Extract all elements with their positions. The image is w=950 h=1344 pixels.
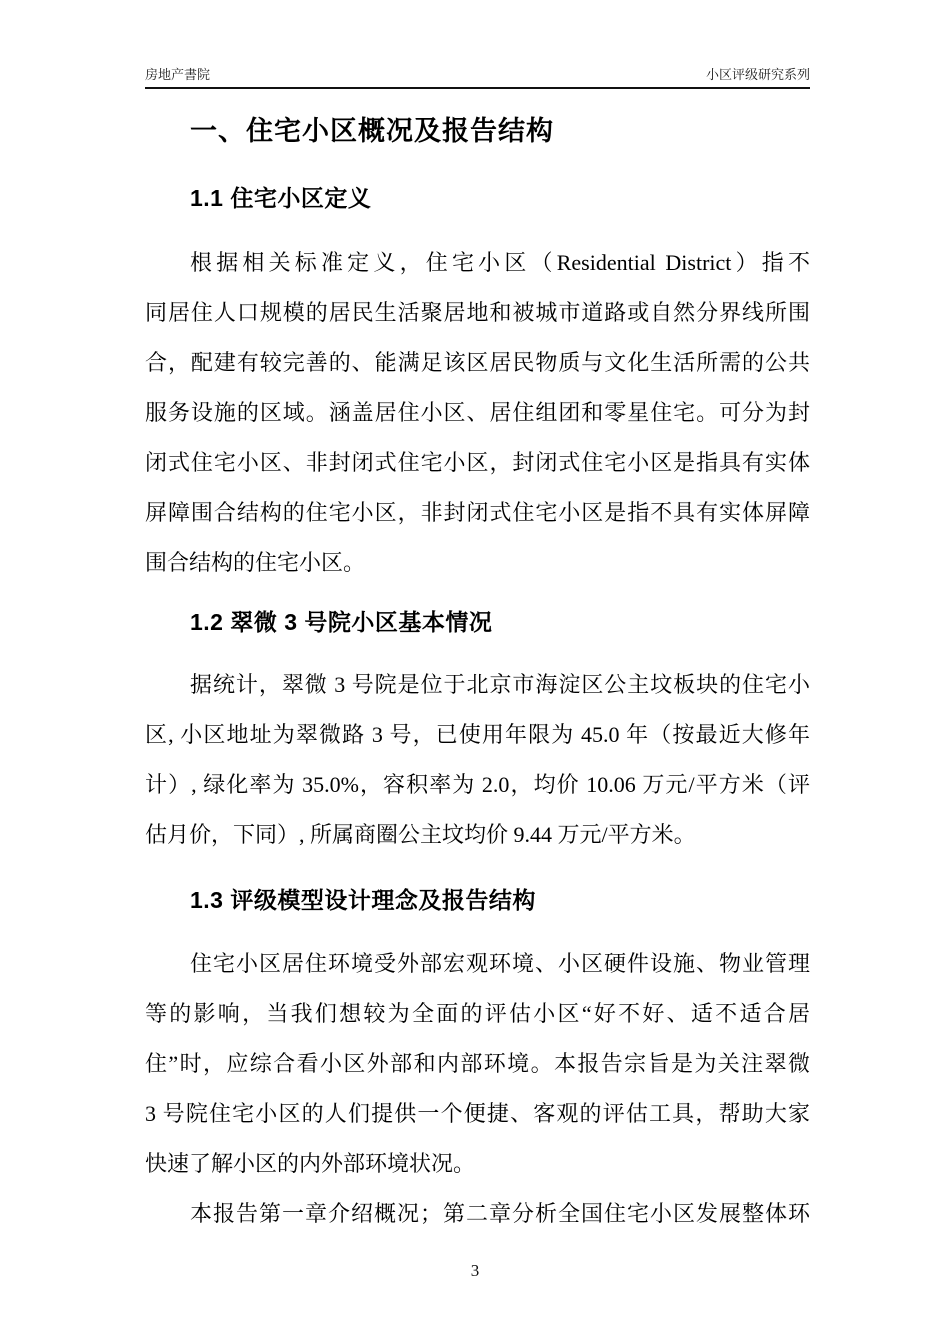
text-line: 住”时，应综合看小区外部和内部环境。本报告宗旨是为关注翠微 — [145, 1051, 810, 1076]
text-line: 区, 小区地址为翠微路 3 号，已使用年限为 45.0 年（按最近大修年 — [145, 722, 810, 747]
text-line: 3 号院住宅小区的人们提供一个便捷、客观的评估工具，帮助大家 — [145, 1101, 810, 1126]
section-heading-1-2: 1.2 翠微 3 号院小区基本情况 — [190, 609, 493, 635]
text-line: 围合结构的住宅小区。 — [145, 550, 366, 575]
paragraph-report-structure — [145, 1189, 810, 1239]
paragraph-definition — [145, 238, 810, 588]
text-line: 根据相关标准定义，住宅小区（Residential District）指不 — [190, 250, 810, 275]
section-heading-1-3: 1.3 评级模型设计理念及报告结构 — [190, 887, 536, 913]
text-line: 服务设施的区域。涵盖居住小区、居住组团和零星住宅。可分为封 — [145, 400, 810, 425]
paragraph-basic-info — [145, 660, 810, 860]
section-heading-1-1: 1.1 住宅小区定义 — [190, 185, 372, 211]
header-right-text: 小区评级研究系列 — [705, 67, 810, 82]
text-line: 同居住人口规模的居民生活聚居地和被城市道路或自然分界线所围 — [145, 300, 810, 325]
paragraph-model-concept — [145, 939, 810, 1189]
header-divider — [145, 87, 810, 89]
text-line: 闭式住宅小区、非封闭式住宅小区，封闭式住宅小区是指具有实体 — [145, 450, 810, 475]
page-number: 3 — [470, 1261, 480, 1280]
text-line: 等的影响，当我们想较为全面的评估小区“好不好、适不适合居 — [145, 1001, 810, 1026]
text-line: 计）, 绿化率为 35.0%，容积率为 2.0，均价 10.06 万元/平方米（评 — [145, 772, 810, 797]
text-line: 本报告第一章介绍概况；第二章分析全国住宅小区发展整体环 — [190, 1201, 810, 1226]
text-line: 屏障围合结构的住宅小区，非封闭式住宅小区是指不具有实体屏障 — [145, 500, 810, 525]
text-line: 快速了解小区的内外部环境状况。 — [145, 1151, 476, 1176]
text-line: 估月价，下同）, 所属商圈公主坟均价 9.44 万元/平方米。 — [145, 822, 696, 847]
text-line: 据统计，翠微 3 号院是位于北京市海淀区公主坟板块的住宅小 — [190, 672, 810, 697]
text-line: 合，配建有较完善的、能满足该区居民物质与文化生活所需的公共 — [145, 350, 810, 375]
text-line: 住宅小区居住环境受外部宏观环境、小区硬件设施、物业管理 — [190, 951, 810, 976]
chapter-title: 一、住宅小区概况及报告结构 — [190, 116, 554, 146]
header-left-text: 房地产書院 — [145, 67, 211, 82]
